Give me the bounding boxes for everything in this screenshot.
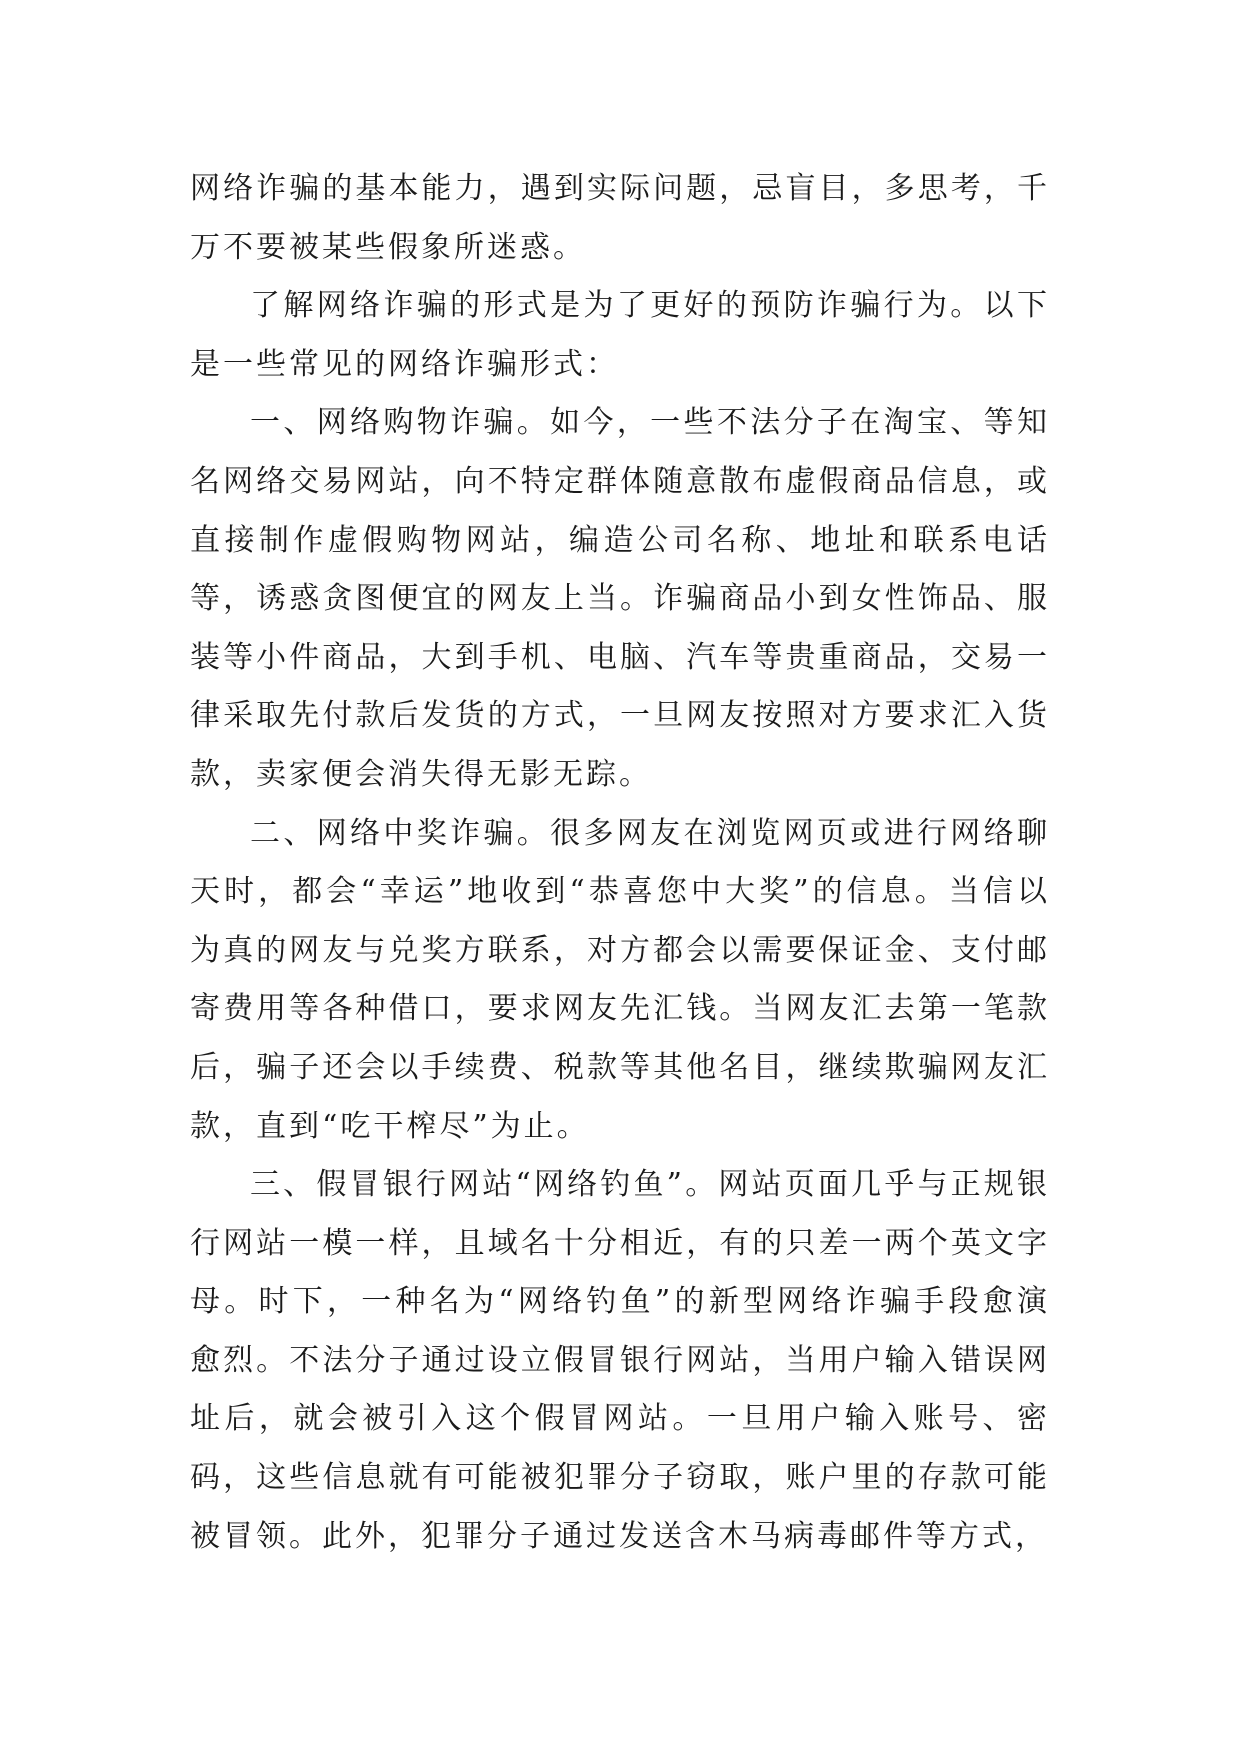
paragraph-online-shopping-fraud: 一、网络购物诈骗。如今，一些不法分子在淘宝、等知名网络交易网站，向不特定群体随意散布虚假商品信息，或直接制作虚假购物网站，编造公司名称、地址和联系电话等，诱惑贪图便宜的网友上当。诈骗商品小到女性饰品、服装等小件商品，大到手机、电脑、汽车等贵重商品，交易一律采取先付款后发货的方式，一旦网友按照对方要求汇入货款，卖家便会消失得无影无踪。 (190, 405, 1050, 792)
paragraph-intro: 了解网络诈骗的形式是为了更好的预防诈骗行为。以下是一些常见的网络诈骗形式： (190, 288, 1050, 382)
paragraph-lottery-fraud: 二、网络中奖诈骗。很多网友在浏览网页或进行网络聊天时，都会“幸运”地收到“恭喜您中大奖”的信息。当信以为真的网友与兑奖方联系，对方都会以需要保证金、支付邮寄费用等各种借口，要求网友先汇钱。当网友汇去第一笔款后，骗子还会以手续费、税款等其他名目，继续欺骗网友汇款，直到“吃干榨尽”为止。 (190, 815, 1050, 1144)
paragraph-continuation: 网络诈骗的基本能力，遇到实际问题，忌盲目，多思考，千万不要被某些假象所迷惑。 (190, 171, 1050, 265)
document-body (190, 160, 1050, 1566)
paragraph-phishing-fraud: 三、假冒银行网站“网络钓鱼”。网站页面几乎与正规银行网站一模一样，且域名十分相近，有的只差一两个英文字母。时下，一种名为“网络钓鱼”的新型网络诈骗手段愈演愈烈。不法分子通过设立假冒银行网站，当用户输入错误网址后，就会被引入这个假冒网站。一旦用户输入账号、密码，这些信息就有可能被犯罪分子窃取，账户里的存款可能被冒领。此外，犯罪分子通过发送含木马病毒邮件等方式， (190, 1167, 1050, 1554)
